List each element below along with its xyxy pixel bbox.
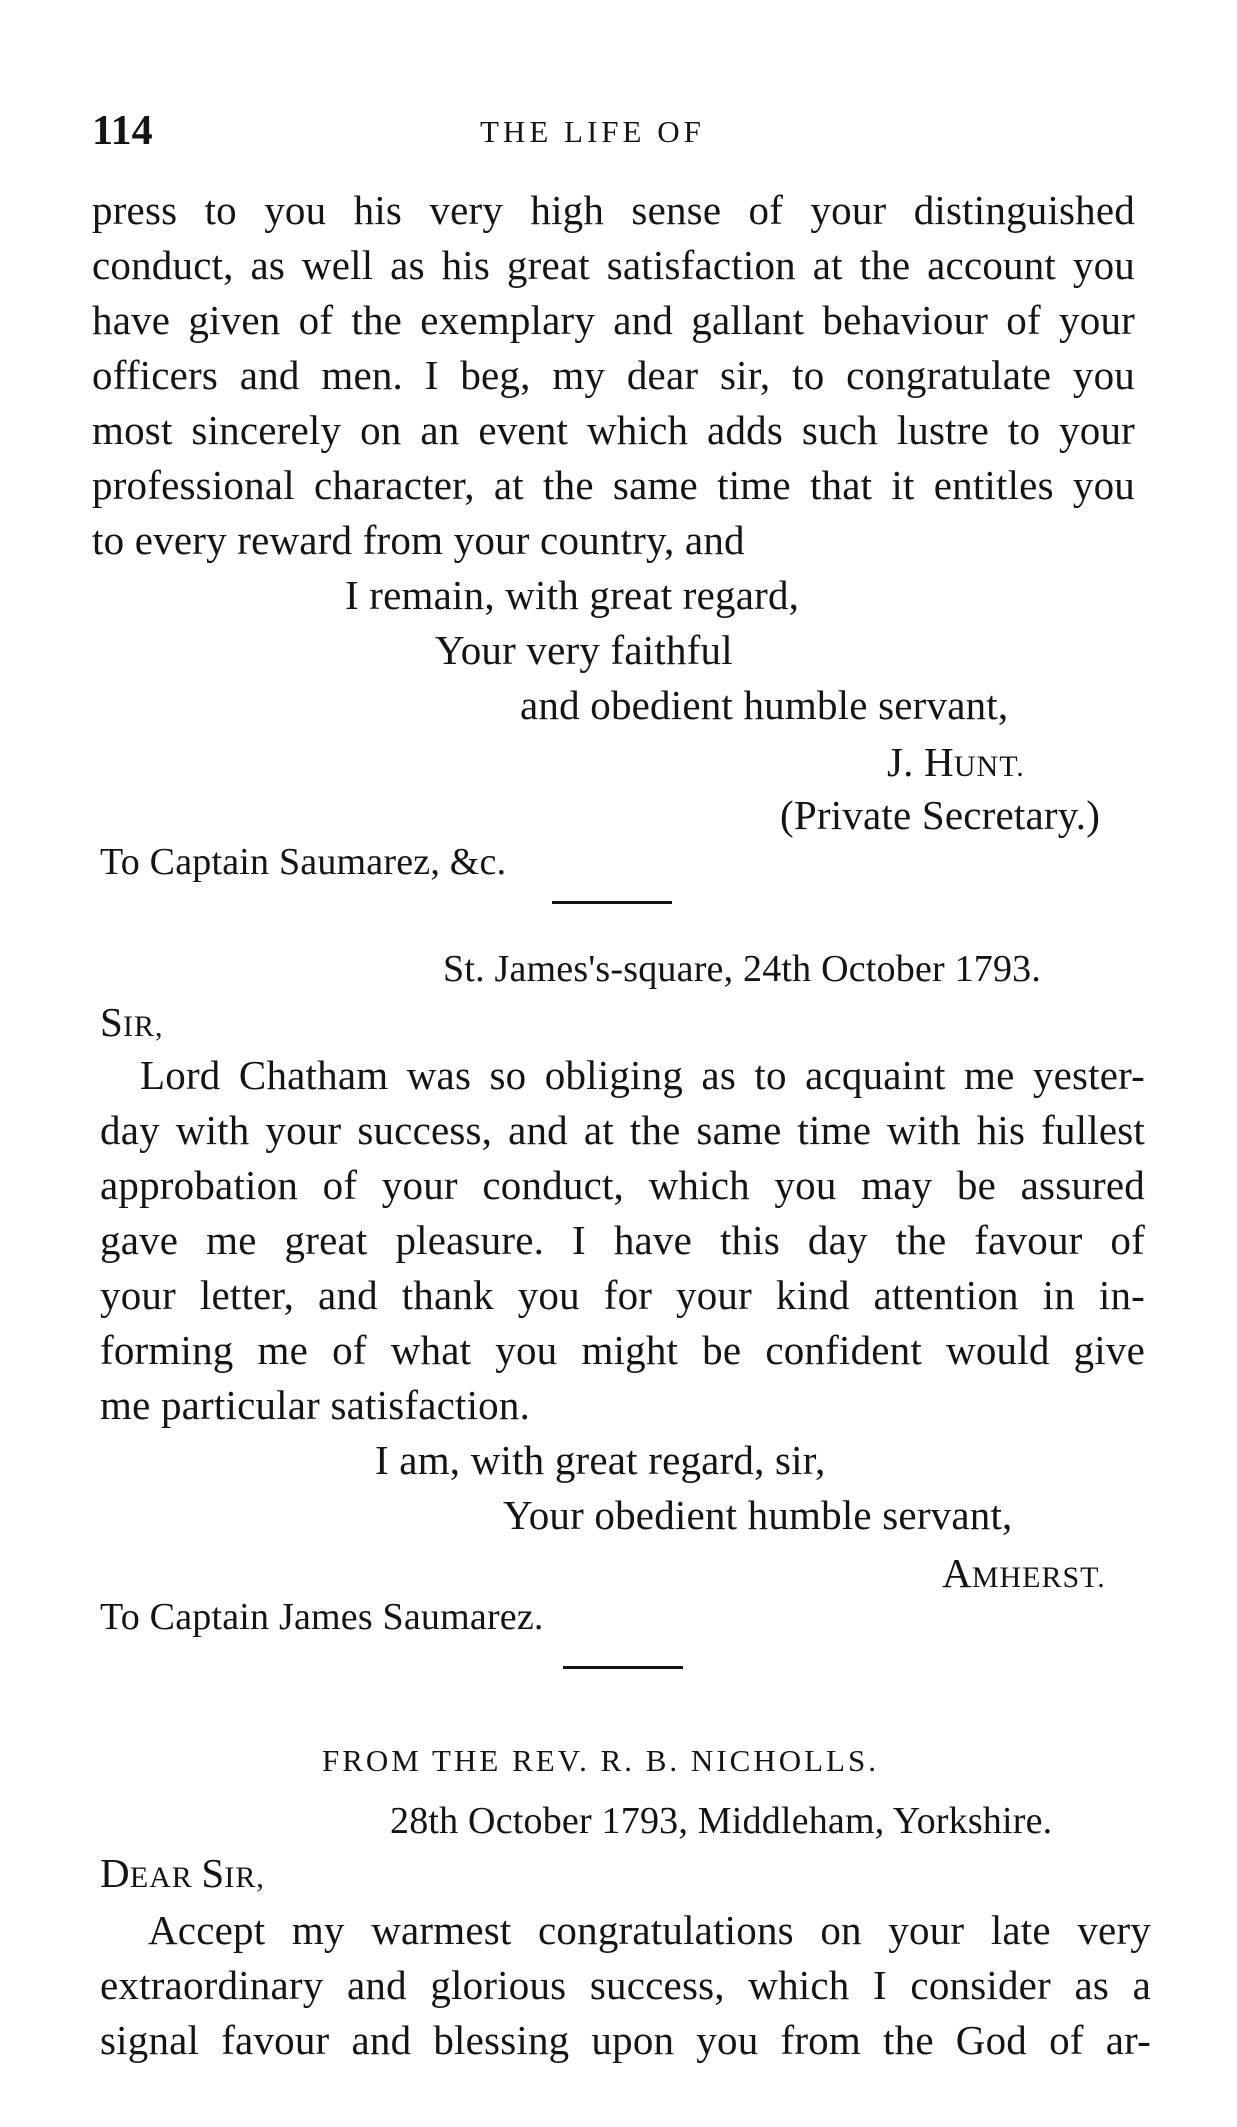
letter1-signature bbox=[887, 739, 1025, 785]
letter2-line: approbation of your conduct, which you may be assured bbox=[100, 1162, 1145, 1208]
letter3-line: signal favour and blessing upon you from the God of ar- bbox=[100, 2017, 1151, 2063]
salutation-small-caps: IR, bbox=[123, 1010, 164, 1043]
signature-initial: J. H bbox=[887, 739, 954, 785]
letter1-line: press to you his very high sense of your distinguished bbox=[92, 187, 1135, 233]
letter1-closing: Your very faithful bbox=[435, 627, 733, 673]
letter2-closing: Your obedient humble servant, bbox=[503, 1492, 1013, 1538]
page-number: 114 bbox=[92, 108, 153, 154]
letter3-line: Accept my warmest congratulations on your late very bbox=[148, 1907, 1151, 1953]
letter1-line: officers and men. I beg, my dear sir, to congratulate you bbox=[92, 352, 1135, 398]
letter1-line: conduct, as well as his great satisfaction at the account you bbox=[92, 242, 1135, 288]
letter1-line: professional character, at the same time that it entitles you bbox=[92, 462, 1135, 508]
signature-small-caps: MHERST. bbox=[971, 1561, 1106, 1594]
letter2-closing: I am, with great regard, sir, bbox=[375, 1437, 826, 1483]
letter1-line: to every reward from your country, and bbox=[92, 517, 745, 563]
letter1-addressee: To Captain Saumarez, &c. bbox=[100, 841, 507, 883]
salutation-initial: D bbox=[100, 1850, 130, 1896]
letter2-line: Lord Chatham was so obliging as to acquaint me yester- bbox=[140, 1052, 1145, 1098]
letter2-line: your letter, and thank you for your kind attention in in- bbox=[100, 1272, 1145, 1318]
letter3-line: extraordinary and glorious success, which I consider as a bbox=[100, 1962, 1151, 2008]
letter2-line: day with your success, and at the same time with his fullest bbox=[100, 1107, 1145, 1153]
letter1-closing: I remain, with great regard, bbox=[345, 572, 800, 618]
letter3-dateline: 28th October 1793, Middleham, Yorkshire. bbox=[390, 1800, 1053, 1842]
letter1-line: most sincerely on an event which adds such lustre to your bbox=[92, 407, 1135, 453]
letter3-heading: FROM THE REV. R. B. NICHOLLS. bbox=[322, 1743, 879, 1778]
letter2-dateline: St. James's-square, 24th October 1793. bbox=[443, 948, 1042, 990]
letter2-salutation bbox=[100, 999, 164, 1045]
salutation-initial: S bbox=[100, 999, 124, 1045]
section-divider bbox=[552, 901, 672, 904]
letter1-closing: and obedient humble servant, bbox=[520, 682, 1009, 728]
letter1-line: have given of the exemplary and gallant behaviour of your bbox=[92, 297, 1135, 343]
signature-small-caps: UNT. bbox=[953, 750, 1025, 783]
signature-initial: A bbox=[942, 1550, 972, 1596]
letter2-line: gave me great pleasure. I have this day the favour of bbox=[100, 1217, 1145, 1263]
letter2-line: me particular satisfaction. bbox=[100, 1382, 531, 1428]
letter2-signature bbox=[942, 1550, 1106, 1596]
letter3-salutation bbox=[100, 1850, 265, 1896]
letter2-addressee: To Captain James Saumarez. bbox=[100, 1596, 544, 1638]
salutation-small-caps: EAR bbox=[129, 1861, 202, 1894]
section-divider bbox=[563, 1666, 683, 1669]
letter1-signature-title: (Private Secretary.) bbox=[780, 792, 1101, 838]
salutation-initial: S bbox=[201, 1850, 225, 1896]
running-title: THE LIFE OF bbox=[480, 114, 705, 149]
letter2-line: forming me of what you might be confident would give bbox=[100, 1327, 1145, 1373]
salutation-small-caps: IR, bbox=[224, 1861, 265, 1894]
